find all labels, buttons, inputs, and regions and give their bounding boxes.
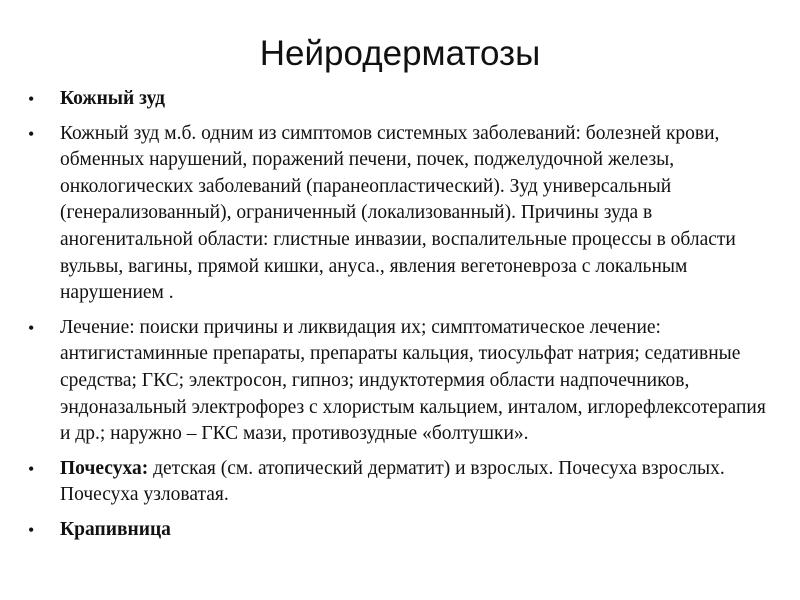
- bullet-text: детская (см. атопический дерматит) и взрослых. Почесуха взрослых. Почесуха узловатая.: [60, 457, 725, 506]
- bullet-text: Лечение: поиски причины и ликвидация их; симптоматическое лечение: антигистаминные препараты, препараты кальция, тиосульфат натрия; седативные средства; ГКС; электросон, гипноз; индуктотермия области надпочечников, эндоназальный электрофорез с хлористым кальцием, инталом, иглорефлексотерапия и др.; наружно – ГКС мази, противозудные «болтушки».: [60, 316, 766, 445]
- slide-title: Нейродерматозы: [259, 34, 541, 73]
- bullet-icon: •: [28, 89, 35, 109]
- bullet-item-skin-itch: [28, 86, 780, 113]
- bullet-item-urticaria: [28, 517, 780, 544]
- bullet-heading: Кожный зуд: [60, 88, 165, 109]
- bullet-list: [28, 86, 780, 544]
- bullet-heading: Почесуха:: [60, 457, 149, 479]
- bullet-icon: •: [28, 317, 35, 338]
- bullet-text: Кожный зуд м.б. одним из симптомов системных заболеваний: болезней крови, обменных нарушений, поражений печени, почек, поджелудочной железы, онкологических заболеваний (паранеопластический). Зуд универсальный (генерализованный), ограниченный (локализованный). Причины зуда в аногенитальной области: глистные инвазии, воспалительные процессы в области вульвы, вагины, прямой кишки, ануса., явления вегетоневроза с локальным нарушением .: [60, 122, 736, 304]
- bullet-item-prurigo: [28, 456, 780, 509]
- bullet-heading: Крапивница: [60, 518, 171, 540]
- bullet-icon: •: [28, 519, 35, 540]
- bullet-item-treatment: [28, 315, 780, 448]
- bullet-item-skin-itch-description: [28, 121, 780, 307]
- bullet-icon: •: [28, 458, 35, 479]
- bullet-icon: •: [28, 123, 35, 144]
